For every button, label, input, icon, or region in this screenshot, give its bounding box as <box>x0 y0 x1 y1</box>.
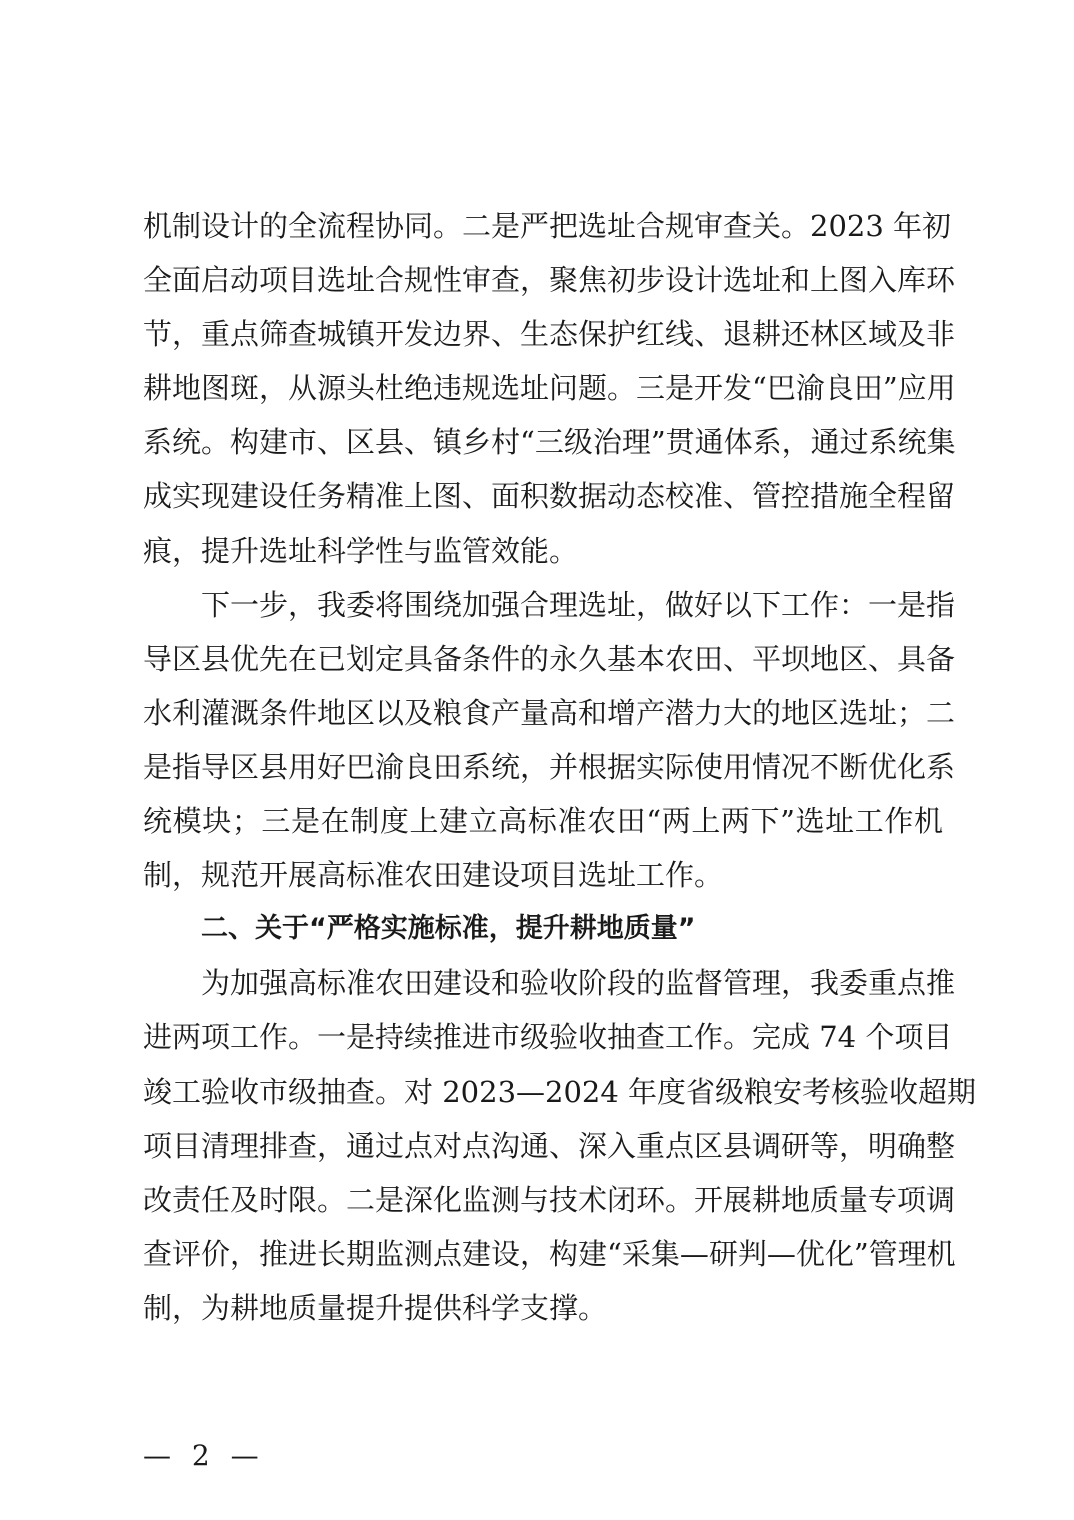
text-line: 系统。构建市、区县、镇乡村“三级治理”贯通体系，通过系统集 <box>143 425 956 460</box>
text-line: 机制设计的全流程协同。二是严把选址合规审查关。2023 年初 <box>143 209 952 243</box>
text-line: 导区县优先在已划定具备条件的永久基本农田、平坝地区、具备 <box>143 641 956 676</box>
document-body <box>143 199 977 1335</box>
paragraph-next-steps <box>143 578 956 903</box>
text-line: 节，重点筛查城镇开发边界、生态保护红线、退耕还林区域及非 <box>143 317 956 352</box>
text-line: 项目清理排查，通过点对点沟通、深入重点区县调研等，明确整 <box>143 1128 956 1163</box>
text-line: 竣工验收市级抽查。对 2023—2024 年度省级粮安考核验收超期 <box>143 1074 977 1109</box>
text-line: 耕地图斑，从源头杜绝违规选址问题。三是开发“巴渝良田”应用 <box>143 371 956 406</box>
text-line: 水利灌溉条件地区以及粮食产量高和增产潜力大的地区选址；二 <box>143 695 956 730</box>
text-line: 下一步，我委将围绕加强合理选址，做好以下工作：一是指 <box>201 587 956 622</box>
text-line: 为加强高标准农田建设和验收阶段的监督管理，我委重点推 <box>201 966 956 1001</box>
text-line: 进两项工作。一是持续推进市级验收抽查工作。完成 74 个项目 <box>143 1020 953 1055</box>
page-number: — 2 — <box>143 1439 265 1472</box>
text-line: 改责任及时限。二是深化监测与技术闭环。开展耕地质量专项调 <box>143 1182 956 1217</box>
text-line: 查评价，推进长期监测点建设，构建“采集—研判—优化”管理机 <box>143 1236 956 1271</box>
text-line: 全面启动项目选址合规性审查，聚焦初步设计选址和上图入库环 <box>143 263 956 298</box>
text-line: 成实现建设任务精准上图、面积数据动态校准、管控措施全程留 <box>143 479 956 514</box>
section-heading: 二、关于“严格实施标准，提升耕地质量” <box>201 913 696 945</box>
text-line: 统模块；三是在制度上建立高标准农田“两上两下”选址工作机 <box>143 804 943 839</box>
text-line: 是指导区县用好巴渝良田系统，并根据实际使用情况不断优化系 <box>143 749 956 784</box>
text-line: 痕，提升选址科学性与监管效能。 <box>143 533 579 568</box>
paragraph-quality <box>143 956 977 1335</box>
paragraph-site-selection <box>143 199 956 578</box>
text-line: 制，规范开展高标准农田建设项目选址工作。 <box>143 858 724 893</box>
text-line: 制，为耕地质量提升提供科学支撑。 <box>143 1290 608 1325</box>
